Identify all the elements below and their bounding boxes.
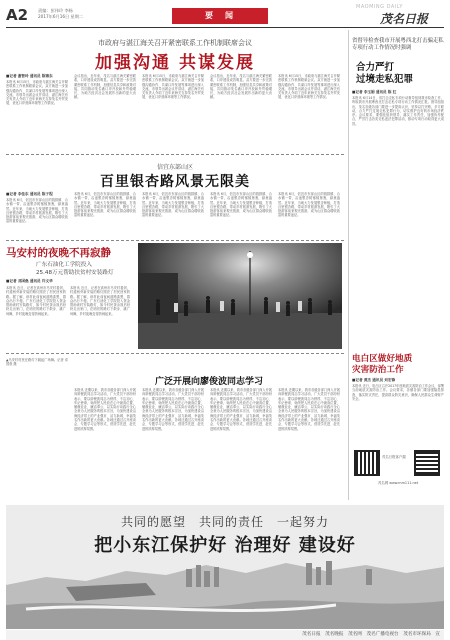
village-body-1: 本报讯 近日，记者在高州市马安村看到，村道两旁新安装的路灯照亮了村民回家的路。据了解，该村此前夜间道路漆黑，群众出行不便。广东石油化工学院投入资金帮助该村安装路灯，如今村民茶余饭后纷纷走出家门，在明亮的路灯下散步、跳广场舞，乡村夜晚变得热闹起来。 [6, 286, 66, 316]
scenic-body-5: 本报讯 6月，信宜市东部山区的钱排镇、合水镇一带，沿途银杏树郁郁葱葱，绿意盎然。近年来，当地大力发展银杏种植，打造百里银杏路，带动乡村旅游发展，吸引了大批游客前来观光旅游，成为山区群众增收致富的重要途径。 [278, 192, 340, 218]
disaster-body: 本报讯 近日，电白区召开2017年度地质灾害防治工作会议，部署当前地质灾害防治工作。会议要求，各镇各部门要加强隐患排查，落实防灾责任，提高群众防灾意识，确保人民群众生命财产安全。 [352, 384, 444, 401]
scenic-body-2: 本报讯 6月，信宜市东部山区的钱排镇、合水镇一带，沿途银杏树郁郁葱葱，绿意盎然。近年来，当地大力发展银杏种植，打造百里银杏路，带动乡村旅游发展，吸引了大批游客前来观光旅游，成为山区群众增收致富的重要途径。 [74, 192, 136, 218]
village-body-2: 本报讯 近日，记者在高州市马安村看到，村道两旁新安装的路灯照亮了村民回家的路。据了解，该村此前夜间道路漆黑，群众出行不便。广东石油化工学院投入资金帮助该村安装路灯，如今村民茶余饭后纷纷走出家门，在明亮的路灯下散步、跳广场舞，乡村夜晚变得热闹起来。 [70, 286, 130, 316]
editor-line: 责编：彭伟玲 李杨 [38, 8, 73, 13]
environment-banner [6, 505, 444, 629]
bottom-body-4: 本报讯 近期以来，我市各级各部门深入开展向廖俊波同志学习活动，广大党员干部纷纷表示，要以廖俊波同志为榜样，不忘初心、牢记使命，始终把人民放在心中最高位置，兢兢业业、廉洁奉公，以实际行动践行全心全意为人民服务的根本宗旨，为加快建设沿海经济带上的产业强市、活力新城、幸福茂名作出新的更大贡献。各地还通过召开座谈会、专题学习会等形式，营造学先进、赶先进的浓厚氛围。 [278, 388, 340, 431]
qr-caption-app: 茂名日报客户端 [382, 455, 406, 459]
village-divider [6, 353, 344, 354]
lead-body-left: 本报讯 6月15日，市政府与湛江海关召开紧密联系工作机制联席会议。双方就进一步加强沟通协作、共谋口岸发展等事项进行深入交流。市领导出席会议并讲话，湛江海关有关负责人介绍了近年来海关支持茂名外贸发展、优化口岸营商环境等工作情况。 [6, 80, 68, 106]
disaster-divider [348, 350, 349, 500]
disaster-article [352, 350, 444, 500]
scenic-article [6, 160, 344, 240]
side-divider [348, 30, 349, 350]
banner-footer: 茂名日报 茂名晚报 茂名网 茂名广播电视台 茂名市环保局 宣 [6, 630, 444, 640]
section-title: 要 闻 [172, 8, 268, 24]
scenic-kicker: 信宜东部山区 [156, 164, 193, 171]
side-headline: 合力严打 过境走私犯罪 [356, 62, 414, 85]
village-byline: ■记者 邓国燊 通讯员 许文华 [6, 279, 53, 283]
banner-line2: 把小东江保护好 治理好 建设好 [94, 535, 356, 556]
masthead [0, 0, 450, 30]
brand-logo: 茂名日报 [380, 12, 429, 26]
lead-body-col2: 会议指出，近年来，茂名与湛江海关紧密联系，口岸建设成效明显。双方要进一步完善紧密联系工作机制，加强信息共享和政策对接，共同推动茂名港口岸开放和外贸稳增长，为地方经济社会发展作出新的更大贡献。 [74, 74, 136, 100]
village-subhead: 广东石油化工学院投入 25.48万元帮助扶贫村安装路灯 [36, 262, 114, 276]
disaster-headline: 电白区做好地质 灾害防治工作 [352, 354, 413, 375]
dance-scene-image [138, 243, 342, 349]
scenic-body-3: 本报讯 6月，信宜市东部山区的钱排镇、合水镇一带，沿途银杏树郁郁葱葱，绿意盎然。近年来，当地大力发展银杏种植，打造百里银杏路，带动乡村旅游发展，吸引了大批游客前来观光旅游，成为山区群众增收致富的重要途径。 [142, 192, 204, 218]
side-byline: ■记者 李玉娟 通讯员 陈 红 [352, 90, 397, 94]
village-photo [138, 243, 342, 349]
bottom-headline: 广泛开展向廖俊波同志学习 [154, 377, 263, 387]
lead-body-col4: 会议指出，近年来，茂名与湛江海关紧密联系，口岸建设成效明显。双方要进一步完善紧密联系工作机制，加强信息共享和政策对接，共同推动茂名港口岸开放和外贸稳增长，为地方经济社会发展作出新的更大贡献。 [210, 74, 272, 100]
lead-body-col5: 本报讯 6月15日，市政府与湛江海关召开紧密联系工作机制联席会议。双方就进一步加强沟通协作、共谋口岸发展等事项进行深入交流。市领导出席会议并讲话，湛江海关有关负责人介绍了近年来海关支持茂名外贸发展、优化口岸营商环境等工作情况。 [278, 74, 340, 100]
scenic-headline: 百里银杏路风景无限美 [100, 174, 250, 190]
lead-byline: ■记者 谢智玲 通讯员 陈锦东 [6, 74, 53, 78]
lead-kicker: 市政府与湛江海关召开紧密联系工作机制联席会议 [98, 39, 252, 47]
side-kicker: 省督导检查我市开展粤西北打击骗走私专项行动工作情况时强调 [352, 38, 444, 51]
lead-article [6, 30, 344, 160]
lead-divider [6, 154, 344, 155]
side-article [352, 30, 444, 350]
bottom-body-2: 本报讯 近期以来，我市各级各部门深入开展向廖俊波同志学习活动，广大党员干部纷纷表示，要以廖俊波同志为榜样，不忘初心、牢记使命，始终把人民放在心中最高位置，兢兢业业、廉洁奉公，以实际行动践行全心全意为人民服务的根本宗旨，为加快建设沿海经济带上的产业强市、活力新城、幸福茂名作出新的更大贡献。各地还通过召开座谈会、专题学习会等形式，营造学先进、赶先进的浓厚氛围。 [142, 388, 204, 431]
qr-web[interactable] [414, 450, 440, 476]
village-article [6, 243, 344, 355]
caption-col: ▲马安村村民在路灯下跳起广场舞。记者 邓国燊 摄 [6, 358, 68, 367]
brand-en: MAOMING DAILY [356, 4, 403, 10]
lead-body-col3: 本报讯 6月15日，市政府与湛江海关召开紧密联系工作机制联席会议。双方就进一步加强沟通协作、共谋口岸发展等事项进行深入交流。市领导出席会议并讲话，湛江海关有关负责人介绍了近年来海关支持茂名外贸发展、优化口岸营商环境等工作情况。 [142, 74, 204, 100]
bottom-article [6, 356, 344, 504]
bottom-body-3: 本报讯 近期以来，我市各级各部门深入开展向廖俊波同志学习活动，广大党员干部纷纷表示，要以廖俊波同志为榜样，不忘初心、牢记使命，始终把人民放在心中最高位置，兢兢业业、廉洁奉公，以实际行动践行全心全意为人民服务的根本宗旨，为加快建设沿海经济带上的产业强市、活力新城、幸福茂名作出新的更大贡献。各地还通过召开座谈会、专题学习会等形式，营造学先进、赶先进的浓厚氛围。 [210, 388, 272, 431]
masthead-rule [6, 27, 444, 28]
lead-headline: 加强沟通 共谋发展 [95, 53, 255, 73]
village-headline: 马安村的夜晚不再寂静 [6, 247, 111, 259]
scenic-body-4: 本报讯 6月，信宜市东部山区的钱排镇、合水镇一带，沿途银杏树郁郁葱葱，绿意盎然。近年来，当地大力发展银杏种植，打造百里银杏路，带动乡村旅游发展，吸引了大批游客前来观光旅游，成为山区群众增收致富的重要途径。 [210, 192, 272, 218]
scenic-divider [6, 240, 344, 241]
side-body: 本报讯 6月14日，省打击走私专项行动督导组到我市检查工作，听取我市开展粤西北打击走私专项行动工作情况汇报。督导组指出，茂名各级各部门要进一步提高认识，坚持以打开路，多方联动，合力严打过境走私犯罪行为，切实维护良好的市场经济秩序。会议要求，要强化组织领导，落实工作责任，加强协作配合，严厉打击各类走私违法犯罪活动，推动专项行动取得更大成效。 [352, 96, 444, 126]
page-code: A2 [6, 6, 29, 24]
scenic-byline: ■记者 李佳东 通讯员 陈子程 [6, 192, 53, 196]
bottom-body-1: 本报讯 近期以来，我市各级各部门深入开展向廖俊波同志学习活动，广大党员干部纷纷表示，要以廖俊波同志为榜样，不忘初心、牢记使命，始终把人民放在心中最高位置，兢兢业业、廉洁奉公，以实际行动践行全心全意为人民服务的根本宗旨，为加快建设沿海经济带上的产业强市、活力新城、幸福茂名作出新的更大贡献。各地还通过召开座谈会、专题学习会等形式，营造学先进、赶先进的浓厚氛围。 [74, 388, 136, 431]
scenic-body-1: 本报讯 6月，信宜市东部山区的钱排镇、合水镇一带，沿途银杏树郁郁葱葱，绿意盎然。近年来，当地大力发展银杏种植，打造百里银杏路，带动乡村旅游发展，吸引了大批游客前来观光旅游，成为山区群众增收致富的重要途径。 [6, 198, 68, 224]
qr-caption-web: 茂名网 www.mm111.net [377, 481, 419, 485]
banner-line1: 共同的愿望 共同的责任 一起努力 [120, 515, 329, 529]
masthead-meta [38, 8, 83, 20]
qr-app[interactable] [354, 450, 380, 476]
date-line: 2017年6月16日 星期二 [38, 14, 84, 19]
disaster-byline: ■记者 黄杰 通讯员 刘宏锋 [352, 378, 396, 382]
